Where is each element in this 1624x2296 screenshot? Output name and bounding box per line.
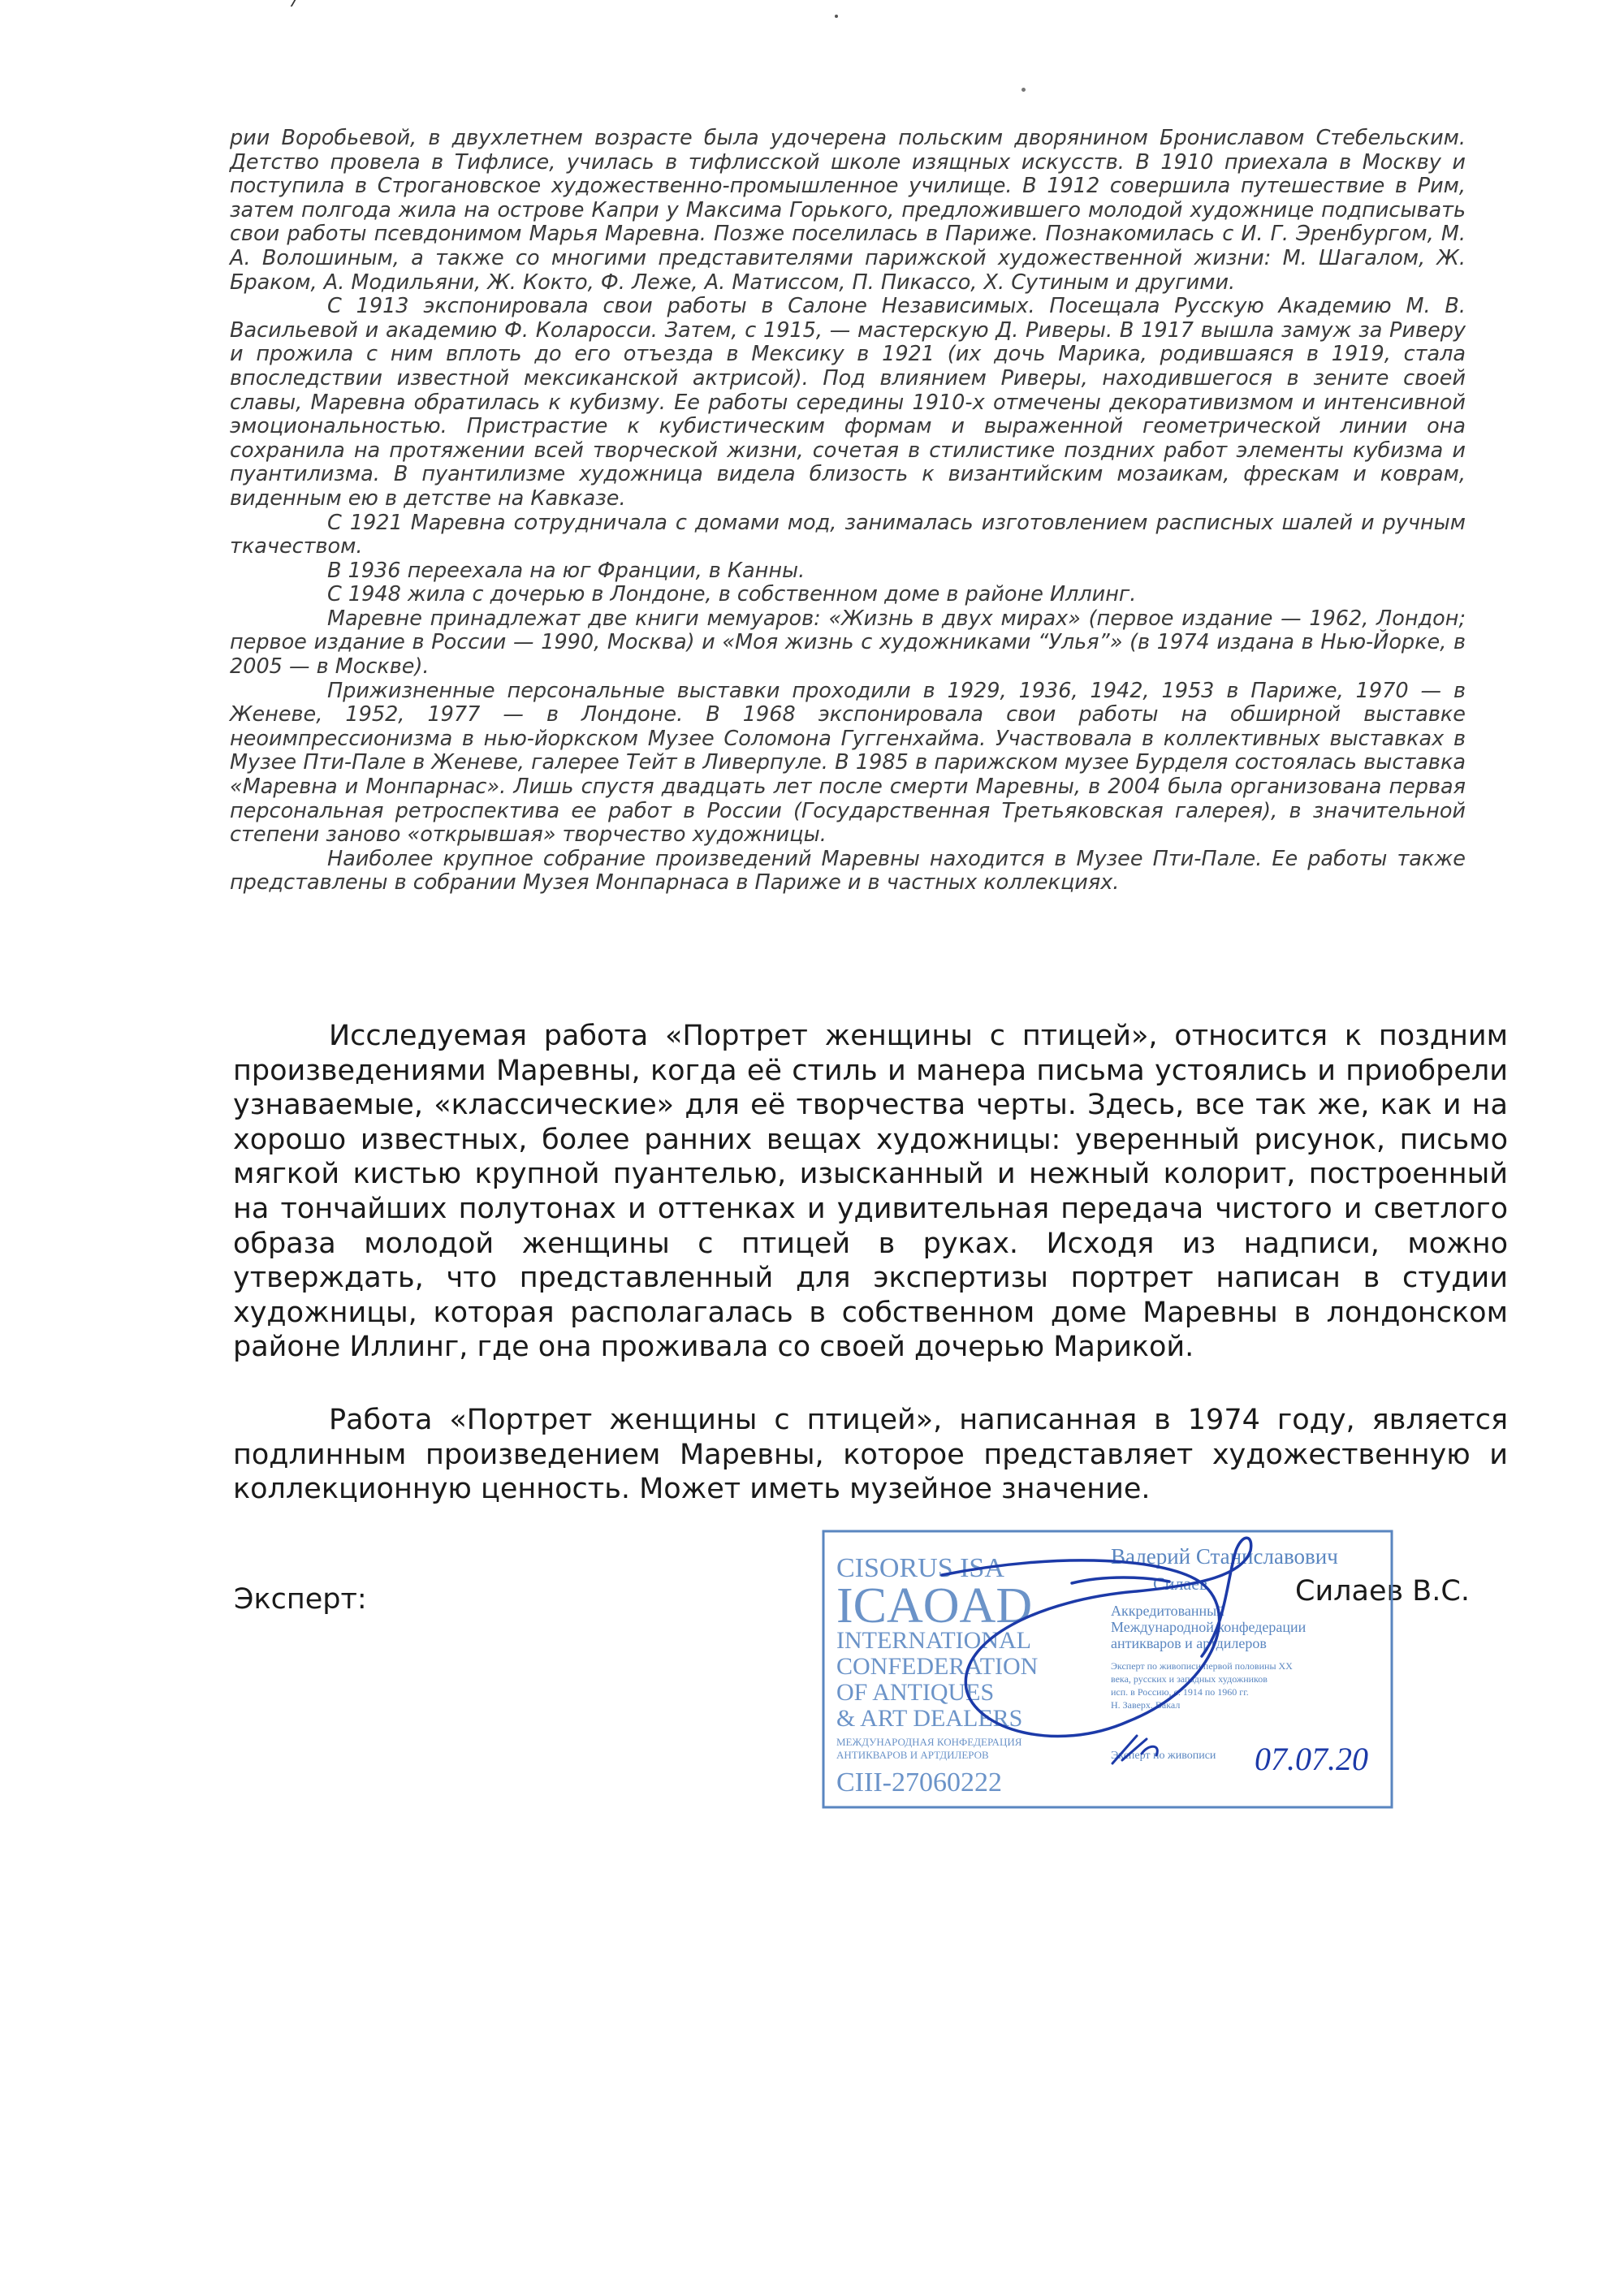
svg-text:& ART DEALERS: & ART DEALERS: [836, 1705, 1023, 1732]
svg-text:Н. Заверх. Вакал: Н. Заверх. Вакал: [1111, 1699, 1181, 1711]
stamp-text: [1111, 1544, 1338, 1762]
conclusion-paragraph: Исследуемая работа «Портрет женщины с птицей», относится к поздним произведениями Маревны, когда её стиль и манера письма устоялись и приобрели узнаваемые, «классические» для её творчества черты. Здесь, все так же, как и на хорошо известных, более ранних вещах художницы: уверенный рисунок, письмо мягкой кистью крупной пуантелью, изысканный и нежный колорит, построенный на тончайших полутонах и оттенках и удивительная передача чистого и светлого образа молодой женщины с птицей в руках. Исходя из надписи, можно утверждать, что представленный для экспертизы портрет написан в студии художницы, которая располагалась в собственном доме Маревны в лондонском районе Иллинг, где она проживала со своей дочерью Марикой.: [233, 1020, 1508, 1364]
bio-paragraph: С 1921 Маревна сотрудничала с домами мод, занималась изготовлением расписных шалей и ручным ткачеством.: [230, 510, 1466, 559]
scan-mark: [291, 0, 306, 6]
biography-section: [230, 127, 1466, 896]
bio-paragraph: Прижизненные персональные выставки проходили в 1929, 1936, 1942, 1953 в Париже, 1970 — в Женеве, 1952, 1977 — в Лондоне. В 1968 экспонировала свои работы на обширной выставке неоимпрессионизма в нью-йоркском Музее Соломона Гуггенхайма. Участвовала в коллективных выставках в Музее Пти-Пале в Женеве, галерее Тейт в Ливерпуле. В 1985 в парижском музее Бурделя состоялась выставка «Маревна и Монпарнас». Лишь спустя двадцать лет после смерти Маревны, в 2004 была организована первая персональная ретроспектива ее работ в России (Государственная Третьяковская галерея), в значительной степени заново «открывшая» творчество художницы.: [230, 678, 1466, 848]
svg-text:CISORUS ISA: CISORUS ISA: [836, 1553, 1004, 1583]
bio-paragraph: Маревне принадлежат две книги мемуаров: «Жизнь в двух мирах» (первое издание — 1962, Лондон; первое издание в России — 1990, Москва) и «Моя жизнь с художниками “Улья”» (в 1974 издана в Нью-Йорке, в 2005 — в Москве).: [230, 606, 1466, 680]
scan-speck: [1021, 88, 1026, 92]
conclusion-paragraph: Работа «Портрет женщины с птицей», написанная в 1974 году, является подлинным произведением Маревны, которое представляет художественную и коллекционную ценность. Может иметь музейное значение.: [233, 1403, 1508, 1506]
svg-text:Эксперт по живописи первой пол: Эксперт по живописи первой половины ХХ: [1111, 1660, 1293, 1672]
svg-text:Силаев: Силаев: [1153, 1573, 1208, 1594]
svg-text:CONFEDERATION: CONFEDERATION: [836, 1653, 1039, 1680]
expert-conclusion: [233, 1019, 1508, 1507]
stamp-logo: [836, 1553, 1038, 1798]
svg-text:АНТИКВАРОВ И АРТДИЛЕРОВ: АНТИКВАРОВ И АРТДИЛЕРОВ: [836, 1749, 989, 1761]
svg-text:CIII-27060222: CIII-27060222: [836, 1767, 1002, 1798]
svg-text:Аккредитованный: Аккредитованный: [1111, 1603, 1224, 1619]
expert-name: Силаев В.С.: [1295, 1575, 1470, 1608]
bio-paragraph: В 1936 переехала на юг Франции, в Канны.: [327, 558, 806, 583]
expert-stamp: [820, 1526, 1395, 1810]
svg-text:ICAOAD: ICAOAD: [836, 1578, 1033, 1634]
bio-paragraph: Наиболее крупное собрание произведений Маревны находится в Музее Пти-Пале. Ее работы также представлены в собрании Музея Монпарнаса в Париже и в частных коллекциях.: [230, 846, 1466, 896]
svg-text:Эксперт по живописи: Эксперт по живописи: [1111, 1750, 1216, 1762]
scan-speck: [835, 15, 838, 18]
svg-text:МЕЖДУНАРОДНАЯ КОНФЕДЕРАЦИЯ: МЕЖДУНАРОДНАЯ КОНФЕДЕРАЦИЯ: [836, 1736, 1022, 1748]
svg-text:века, русских и западных худож: века, русских и западных художников: [1111, 1673, 1268, 1685]
svg-text:Валерий Станиславович: Валерий Станиславович: [1111, 1544, 1338, 1569]
signature-date: 07.07.20: [1255, 1741, 1368, 1777]
svg-text:антикваров и артдилеров: антикваров и артдилеров: [1111, 1635, 1267, 1651]
svg-text:OF ANTIQUES: OF ANTIQUES: [836, 1679, 995, 1706]
svg-text:исп. в Россию, с. 1914 по 1960: исп. в Россию, с. 1914 по 1960 гг.: [1111, 1686, 1249, 1698]
expert-label: Эксперт:: [234, 1583, 367, 1616]
svg-text:INTERNATIONAL: INTERNATIONAL: [836, 1627, 1031, 1654]
bio-paragraph: С 1913 экспонировала свои работы в Салоне Независимых. Посещала Русскую Академию М. В. Васильевой и академию Ф. Коларосси. Затем, с 1915, — мастерскую Д. Риверы. В 1917 вышла замуж за Риверу и прожила с ним вплоть до его отъезда в Мексику в 1921 (их дочь Марика, родившаяся в 1919, стала впоследствии известной мексиканской актрисой). Под влиянием Риверы, находившегося в зените своей славы, Маревна обратилась к кубизму. Ее работы середины 1910-х отмечены декоративизмом и интенсивной эмоциональностью. Пристрастие к кубистическим формам и выраженной геометрической линии она сохранила на протяжении всей творческой жизни, сочетая в стилистике поздних работ элементы кубизма и пуантилизма. В пуантилизме художница видела близость к византийским мозаикам, фрескам и коврам, виденным ею в детстве на Кавказе.: [230, 294, 1466, 511]
svg-text:Международной конфедерации: Международной конфедерации: [1111, 1619, 1307, 1635]
bio-paragraph: С 1948 жила с дочерью в Лондоне, в собственном доме в районе Иллинг.: [327, 582, 1137, 607]
bio-paragraph: рии Воробьевой, в двухлетнем возрасте была удочерена польским дворянином Брониславом Стебельским. Детство провела в Тифлисе, училась в тифлисской школе изящных искусств. В 1910 приехала в Москву и поступила в Строгановское художественно-промышленное училище. В 1912 совершила путешествие в Рим, затем полгода жила на острове Капри у Максима Горького, предложившего молодой художнице подписывать свои работы псевдонимом Марья Маревна. Позже поселилась в Париже. Познакомилась с И. Г. Эренбургом, М. А. Волошиным, а также со многими представителями парижской художественной жизни: М. Шагалом, Ж. Браком, А. Модильяни, Ж. Кокто, Ф. Леже, А. Матиссом, П. Пикассо, Х. Сутиным и другими.: [230, 126, 1466, 295]
